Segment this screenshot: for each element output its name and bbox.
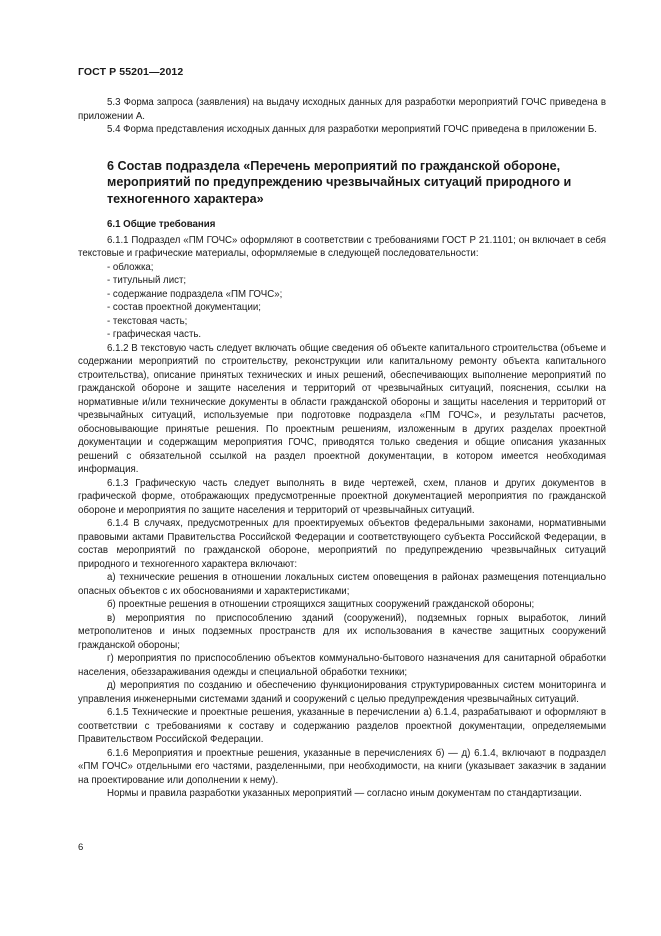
subsection-6-1-heading: 6.1 Общие требования: [107, 219, 216, 230]
paragraph-5-4: 5.4 Форма представления исходных данных для разработки мероприятий ГОЧС приведена в приложении Б.: [107, 124, 597, 135]
paragraph-norms: Нормы и правила разработки указанных мероприятий — согласно иным документам по стандартизации.: [107, 788, 582, 799]
enumeration-item-v: в) мероприятия по приспособлению зданий (сооружений), подземных горных выработок, линий метрополитенов и иных подземных пространств для их использования в качестве защитных сооружений гражданской обороны;: [78, 612, 606, 651]
enumeration-item-b: б) проектные решения в отношении строящихся защитных сооружений гражданской обороны;: [107, 599, 535, 610]
document-header: ГОСТ Р 55201—2012: [78, 66, 184, 78]
paragraph-6-1-1: 6.1.1 Подраздел «ПМ ГОЧС» оформляют в соответствии с требованиями ГОСТ Р 21.1101; он включает в себя текстовые и графические материалы, оформляемые в следующей последовательности:: [78, 234, 606, 259]
list-item: - текстовая часть;: [107, 315, 188, 327]
list-item: - состав проектной документации;: [107, 302, 261, 313]
paragraph-5-3: 5.3 Форма запроса (заявления) на выдачу исходных данных для разработки мероприятий ГОЧС приведена в приложении А.: [78, 97, 606, 122]
enumeration-item-g: г) мероприятия по приспособлению объектов коммунально-бытового назначения для санитарной обработки населения, обеззараживания одежды и специальной обработки техники;: [78, 653, 606, 678]
list-item: - титульный лист;: [107, 275, 187, 286]
paragraph-6-1-6: 6.1.6 Мероприятия и проектные решения, указанные в перечислениях б) — д) 6.1.4, включают в подраздел «ПМ ГОЧС» отдельными его частями, разделенными, при необходимости, на книги (указывает заказчик в задании на проектирование или дополнении к нему).: [78, 747, 606, 786]
paragraph-6-1-2: 6.1.2 В текстовую часть следует включать общие сведения об объекте капитального строительства (объеме и содержании мероприятий по строительству, реконструкции или капитальному ремонту объекта капитального строительства), описание принятых технических и иных решений, обеспечивающих выполнение мероприятий по гражданской обороне и защите населения и территорий от чрезвычайных ситуаций, пояснения, ссылки на нормативные и/или технические документы в области гражданской обороны и защиты населения и территорий от чрезвычайных ситуаций, используемые при подготовке подраздела «ПМ ГОЧС», и результаты расчетов, обосновывающие принятые решения. По проектным решениям, изложенным в других разделах проектной документации и содержащим мероприятия ГОЧС, приводятся только сведения и общие описания указанных решений с обязательной ссылкой на раздел проектной документации, в котором имеется необходимая информация.: [78, 342, 606, 475]
document-body: [78, 96, 606, 801]
enumeration-item-a: а) технические решения в отношении локальных систем оповещения в районах размещения потенциально опасных объектов с их обоснованиями и характеристиками;: [78, 572, 606, 597]
list-item: - обложка;: [107, 261, 154, 273]
list-item: - содержание подраздела «ПМ ГОЧС»;: [107, 288, 283, 300]
page-number: 6: [78, 842, 84, 853]
list-item: - графическая часть.: [107, 329, 202, 340]
paragraph-6-1-3: 6.1.3 Графическую часть следует выполнять в виде чертежей, схем, планов и других документов в графической форме, отображающих предусмотренные проектной документацией мероприятия по гражданской обороне и мероприятия по защите населения и территорий от чрезвычайных ситуаций.: [78, 477, 606, 516]
enumeration-item-d: д) мероприятия по созданию и обеспечению функционирования структурированных систем мониторинга и управления инженерными системами зданий и сооружений с целью предупреждения чрезвычайных ситуаций.: [78, 680, 606, 705]
section-6-heading: 6 Состав подраздела «Перечень мероприятий по гражданской обороне, мероприятий по предупреждению чрезвычайных ситуаций природного и техногенного характера»: [107, 158, 572, 206]
paragraph-6-1-5: 6.1.5 Технические и проектные решения, указанные в перечислении а) 6.1.4, разрабатывают и оформляют в соответствии с требованиями к составу и содержанию разделов проектной документации, определяемыми Правительством Российской Федерации.: [78, 707, 606, 745]
paragraph-6-1-4: 6.1.4 В случаях, предусмотренных для проектируемых объектов федеральными законами, нормативными правовыми актами Правительства Российской Федерации и соответствующего субъекта Российской Федерации, в состав мероприятий по гражданской обороне, мероприятий по предупреждению чрезвычайных ситуаций природного и техногенного характера включают:: [78, 518, 606, 570]
